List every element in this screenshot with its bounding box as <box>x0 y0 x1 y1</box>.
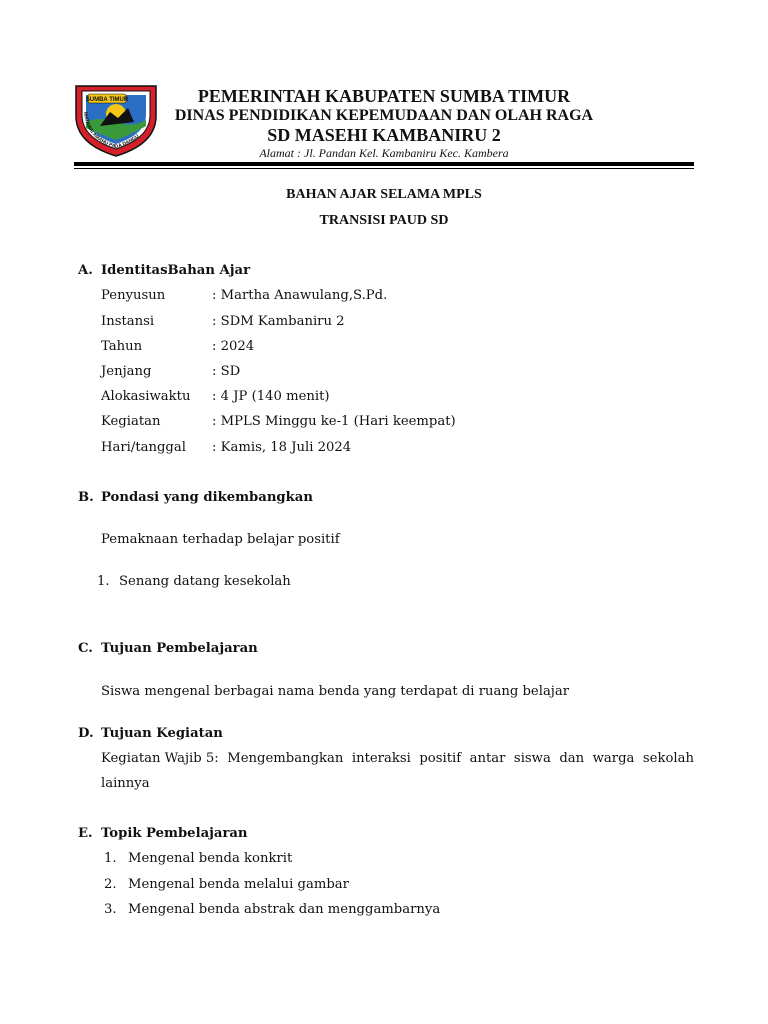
section-letter: B. <box>78 490 94 505</box>
word: positif <box>419 751 462 766</box>
identity-value: : MPLS Minggu ke-1 (Hari keempat) <box>212 414 456 429</box>
identity-value: : 4 JP (140 menit) <box>212 389 330 404</box>
identity-row <box>101 414 456 429</box>
word: sekolah <box>642 751 694 766</box>
identity-label: Penyusun <box>101 288 166 303</box>
word: warga <box>592 751 635 766</box>
list-text: Mengenal benda konkrit <box>128 851 293 866</box>
section-letter: D. <box>78 726 94 741</box>
section-letter: A. <box>78 263 93 278</box>
logo-text-top: SUMBA TIMUR <box>85 97 129 103</box>
identity-row <box>101 339 254 354</box>
section-d-heading <box>78 726 223 741</box>
letterhead-line2: DINAS PENDIDIKAN KEPEMUDAAN DAN OLAH RAGA <box>174 107 594 124</box>
identity-label: Kegiatan <box>101 414 161 429</box>
section-a-heading <box>78 263 250 278</box>
section-letter: E. <box>78 826 93 841</box>
list-item <box>104 851 292 866</box>
list-number: 1. <box>104 851 117 866</box>
section-title: Pondasi yang dikembangkan <box>101 490 313 505</box>
word: dan <box>559 751 585 766</box>
identity-label: Alokasiwaktu <box>101 389 191 404</box>
identity-row <box>101 440 351 455</box>
identity-label: Tahun <box>101 339 143 354</box>
activity-objective-line2: lainnya <box>101 776 150 791</box>
identity-label: Instansi <box>101 314 155 329</box>
learning-objective-text: Siswa mengenal berbagai nama benda yang terdapat di ruang belajar <box>101 684 570 699</box>
identity-value: : 2024 <box>212 339 255 354</box>
word: interaksi <box>351 751 411 766</box>
identity-row <box>101 364 240 379</box>
header-rule-thick <box>74 162 694 166</box>
list-item <box>97 574 291 589</box>
list-text: Senang datang kesekolah <box>119 574 291 589</box>
section-b-heading <box>78 490 313 505</box>
list-text: Mengenal benda melalui gambar <box>128 877 349 892</box>
list-item <box>104 902 440 917</box>
identity-row <box>101 314 345 329</box>
doc-subtitle: TRANSISI PAUD SD <box>319 213 449 228</box>
identity-row <box>101 389 330 404</box>
identity-label: Jenjang <box>101 364 152 379</box>
section-title: Tujuan Pembelajaran <box>101 641 258 656</box>
word: siswa <box>513 751 551 766</box>
identity-row <box>101 288 387 303</box>
list-number: 3. <box>104 902 117 917</box>
logo-text-bottom: MATAWAI AMAHU PADA DANGU <box>81 111 141 151</box>
header-rule-thin <box>74 168 694 169</box>
identity-value: : SDM Kambaniru 2 <box>212 314 345 329</box>
list-number: 1. <box>97 574 110 589</box>
letterhead-line1: PEMERINTAH KABUPATEN SUMBA TIMUR <box>197 86 571 106</box>
word: Kegiatan Wajib 5: <box>101 751 219 766</box>
letterhead-line3: SD MASEHI KAMBANIRU 2 <box>267 125 501 145</box>
section-c-heading <box>78 641 258 656</box>
section-title: Topik Pembelajaran <box>101 826 248 841</box>
foundation-text: Pemaknaan terhadap belajar positif <box>101 532 340 547</box>
section-title: Tujuan Kegiatan <box>101 726 223 741</box>
section-letter: C. <box>78 641 93 656</box>
identity-value: : Martha Anawulang,S.Pd. <box>212 288 388 303</box>
activity-objective-line1 <box>101 751 694 766</box>
list-item <box>104 877 349 892</box>
identity-value: : SD <box>212 364 241 379</box>
section-title: IdentitasBahan Ajar <box>101 263 251 278</box>
list-number: 2. <box>104 877 117 892</box>
doc-title: BAHAN AJAR SELAMA MPLS <box>286 187 482 202</box>
section-e-heading <box>78 826 248 841</box>
word: Mengembangkan <box>227 751 344 766</box>
letterhead-address: Alamat : Jl. Pandan Kel. Kambaniru Kec. Kambera <box>259 146 509 160</box>
identity-value: : Kamis, 18 Juli 2024 <box>212 440 352 455</box>
identity-label: Hari/tanggal <box>101 440 186 455</box>
word: antar <box>469 751 506 766</box>
list-text: Mengenal benda abstrak dan menggambarnya <box>128 902 441 917</box>
regency-logo <box>70 82 162 158</box>
